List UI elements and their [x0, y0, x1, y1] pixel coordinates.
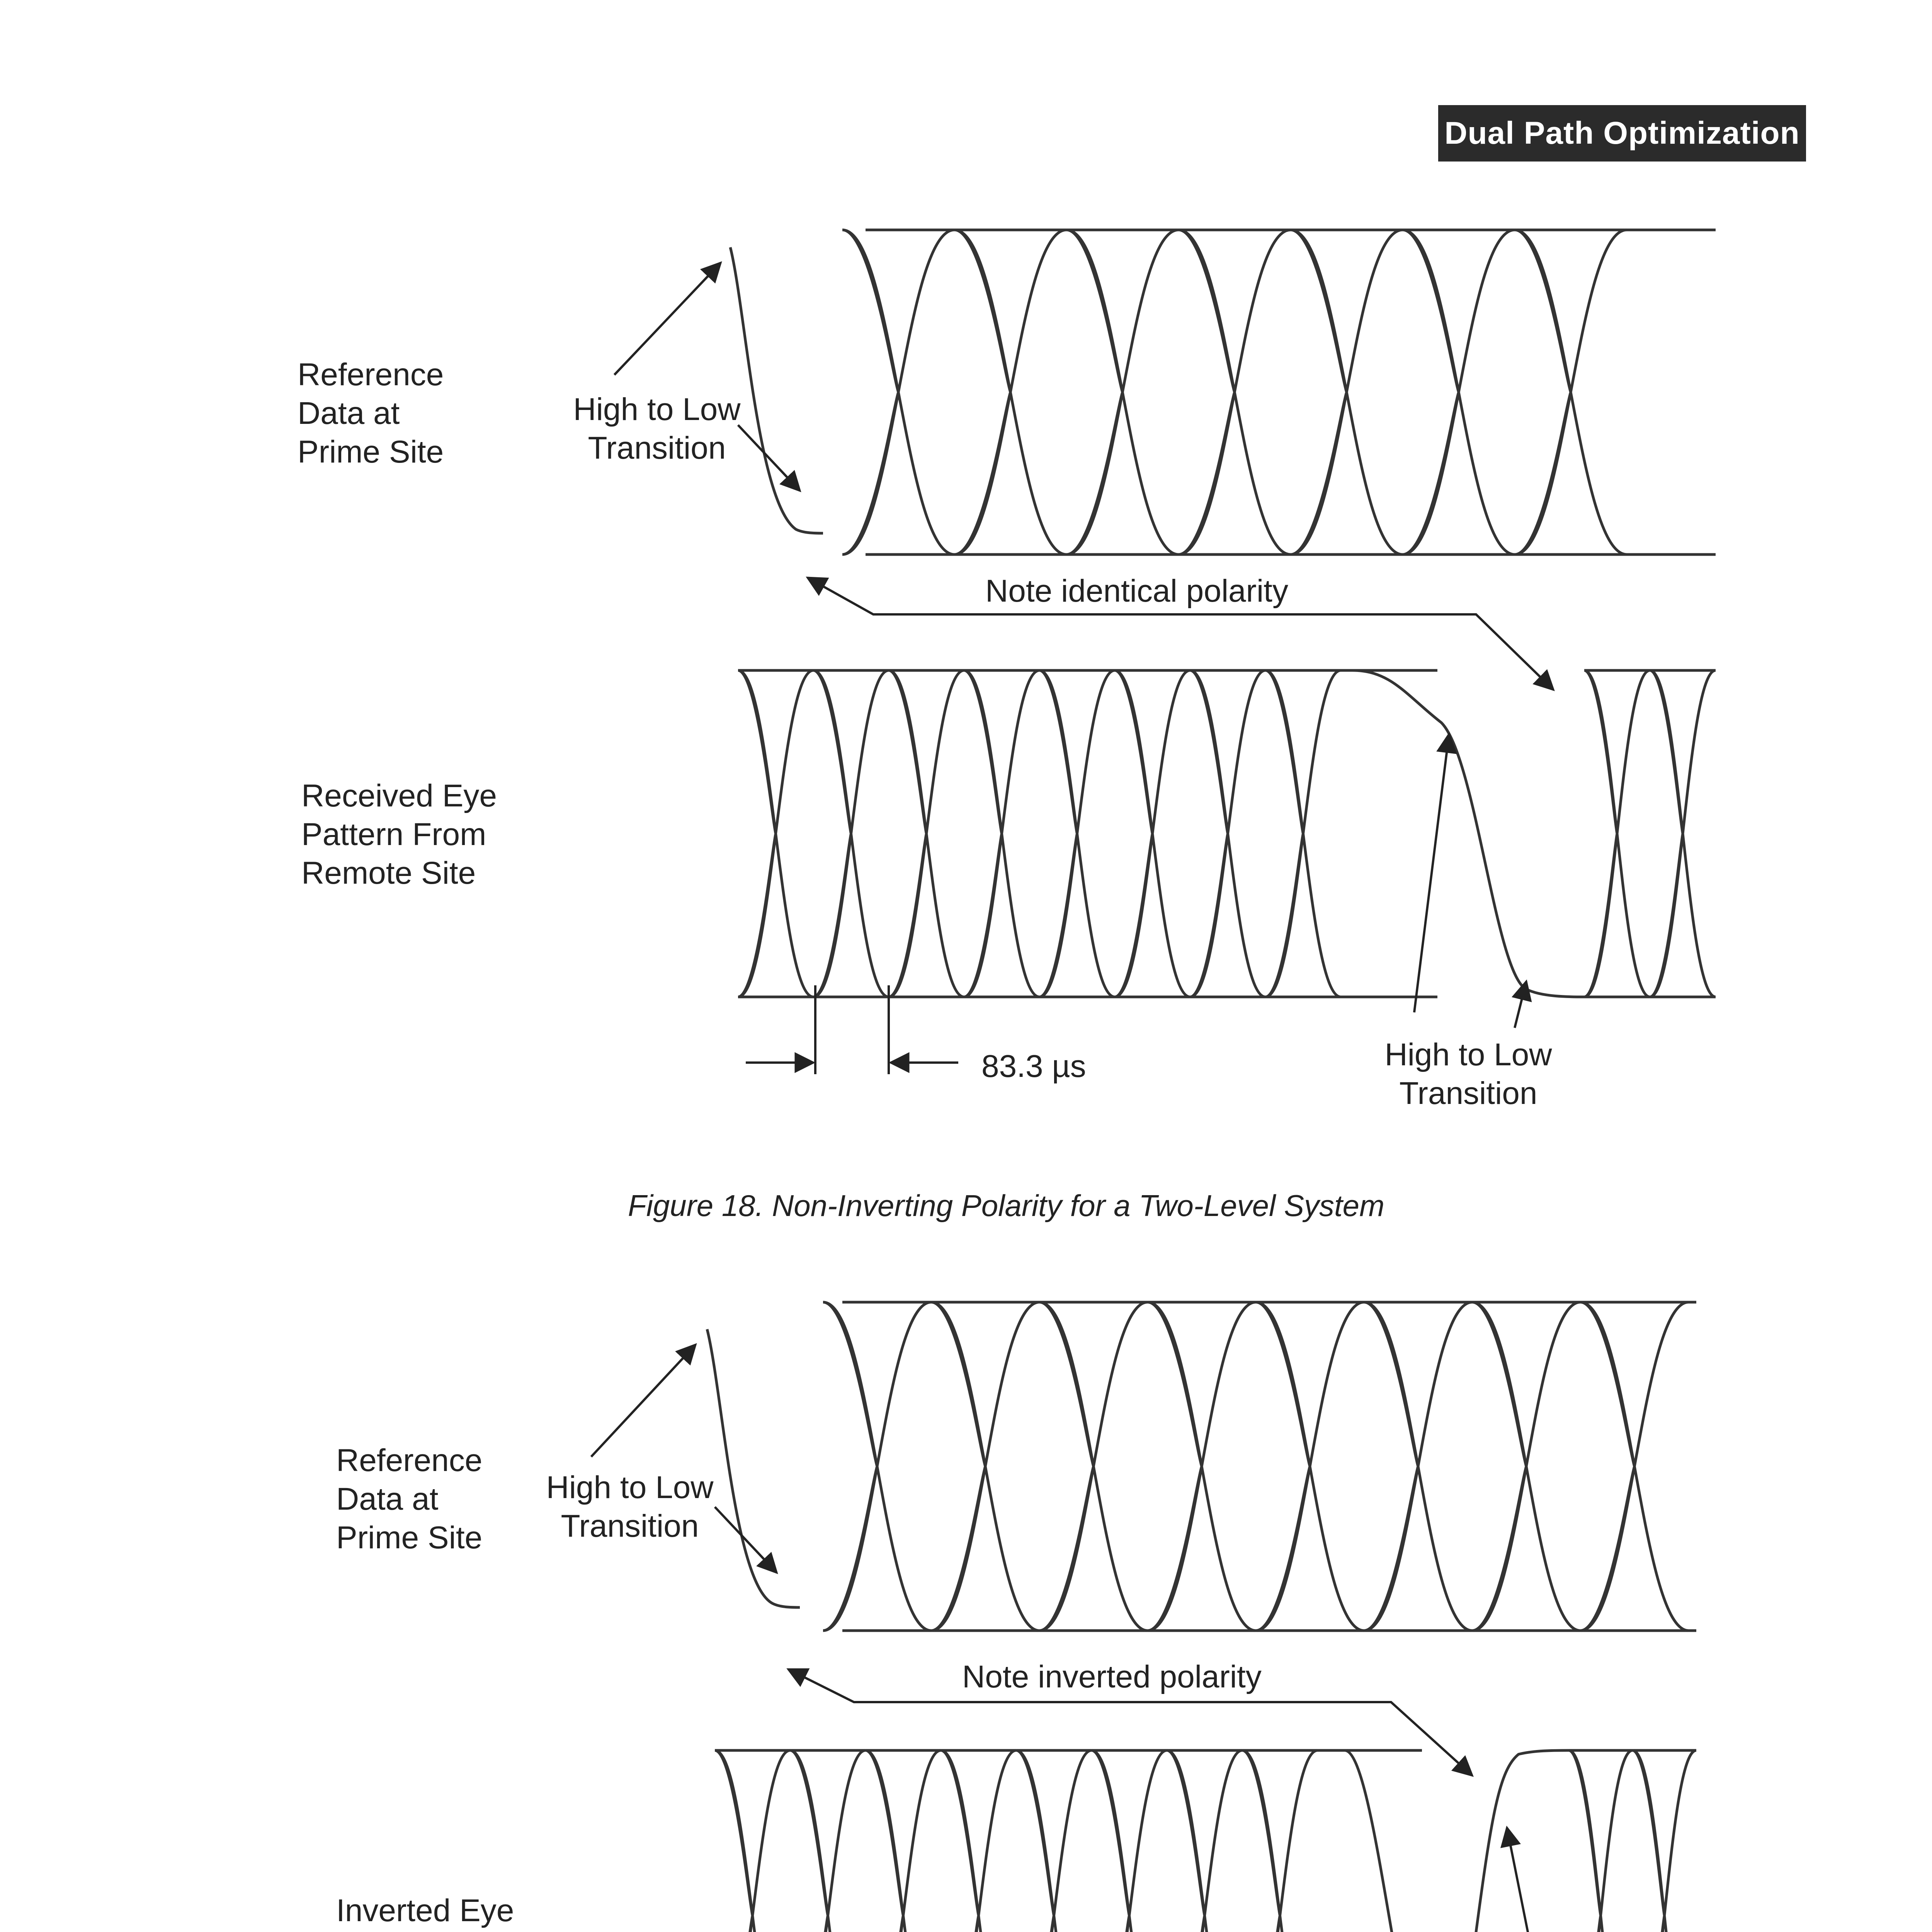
fig19-inv-eyes: [715, 1750, 1318, 1932]
fig18-caption: Figure 18. Non-Inverting Polarity for a Two-Level System: [628, 1189, 1384, 1223]
fig18-timing: 83.3 µs: [981, 1049, 1086, 1084]
fig19-inv-transition-trace: [1345, 1750, 1569, 1932]
fig18-note: Note identical polarity: [985, 573, 1288, 609]
fig18-received-label: Received Eye Pattern From Remote Site: [301, 778, 497, 891]
fig18-rx-tail-rails: [1584, 670, 1716, 997]
fig19-inv-tail-eyes: [1569, 1750, 1696, 1932]
section-tab: Dual Path Optimization: [1438, 105, 1806, 162]
fig18-reference-label: Reference Data at Prime Site: [298, 357, 444, 469]
fig19-reference-label: Reference Data at Prime Site: [336, 1443, 483, 1555]
fig18-rx-transition-trace: [1352, 670, 1584, 997]
fig19-note: Note inverted polarity: [962, 1659, 1262, 1694]
fig19-inv-rails: [715, 1750, 1422, 1932]
fig18-bottom-arrow-2: [1515, 981, 1526, 1028]
fig19-top-arrow-2: [715, 1507, 777, 1573]
fig18-ref-eyes: [842, 230, 1627, 554]
fig18-bottom-transition-label: High to Low Transition: [1384, 1037, 1552, 1111]
fig19-ref-rails: [842, 1302, 1696, 1631]
fig18-rx-eyes: [738, 670, 1341, 997]
fig18-top-arrow-2: [738, 425, 800, 491]
fig18-rx-tail-eyes: [1584, 670, 1716, 997]
fig19-inverted-label: Inverted Eye: [336, 1893, 514, 1928]
fig19-bottom-arrow-2: [1507, 1828, 1565, 1932]
fig19-top-transition-label: High to Low Transition: [546, 1470, 714, 1544]
fig18-top-transition-label: High to Low Transition: [573, 392, 741, 466]
fig19-ref-lead-trace: [707, 1329, 800, 1607]
fig19-ref-eyes: [823, 1302, 1689, 1631]
fig19-top-arrow: [591, 1345, 696, 1457]
fig18-top-arrow: [614, 263, 721, 375]
fig18-bottom-arrow: [1414, 734, 1449, 1012]
fig18-ref-rails: [866, 230, 1716, 554]
fig18-rx-rails: [738, 670, 1437, 997]
fig19-inv-tail-rails: [1569, 1750, 1696, 1932]
